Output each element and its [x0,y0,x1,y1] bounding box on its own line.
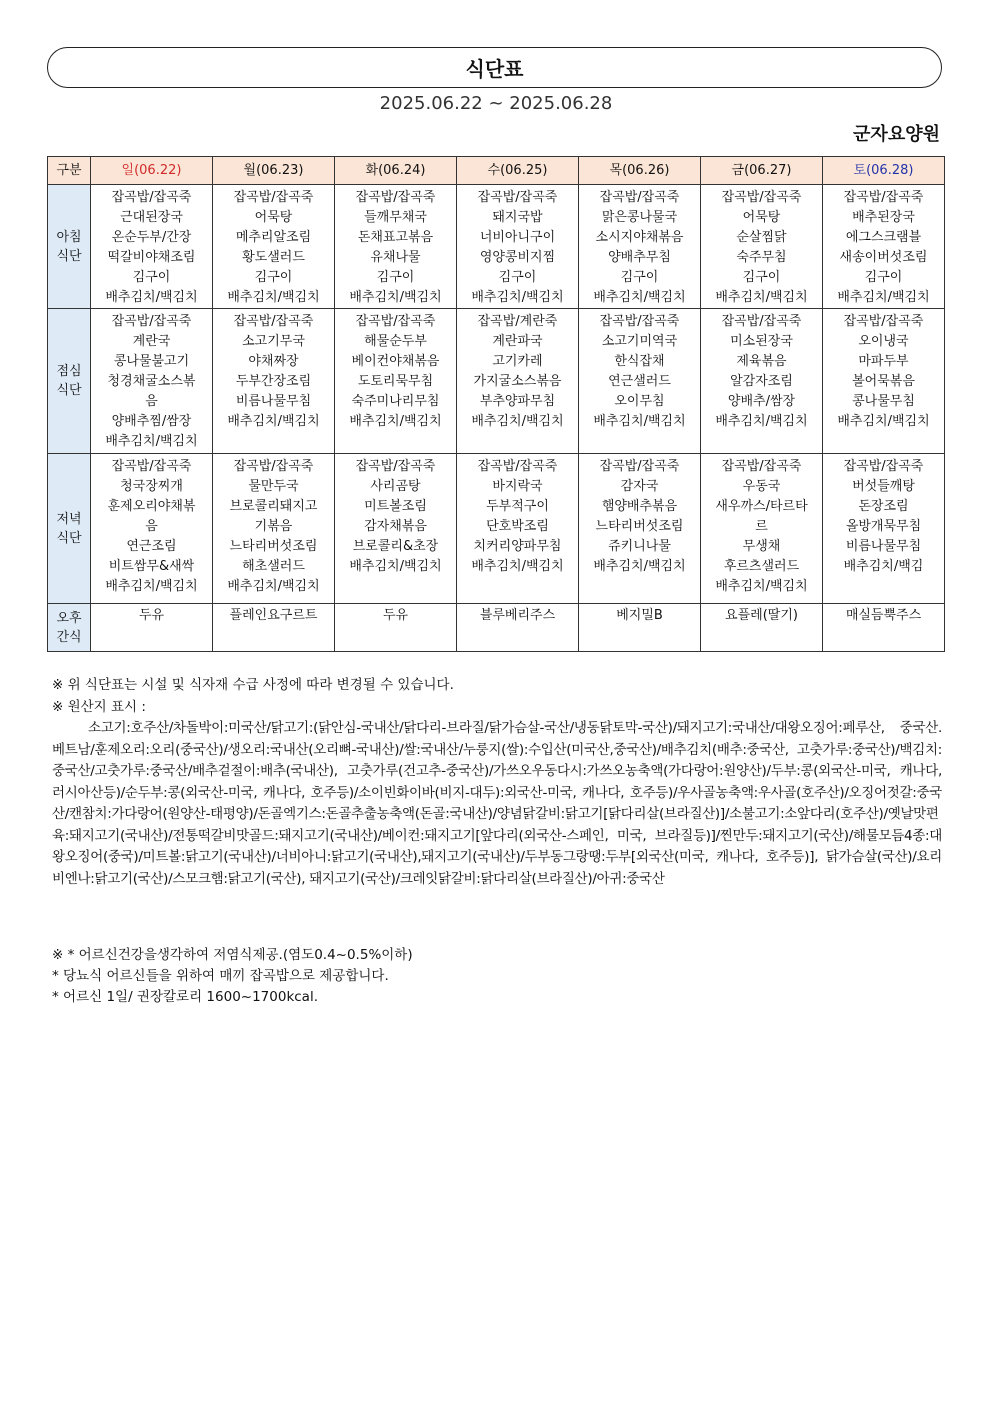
menu-item: 잡곡밥/잡곡죽 [477,190,558,205]
menu-item: 배추김치/백김치 [227,414,320,429]
menu-cell [335,604,457,652]
menu-item: 잡곡밥/잡곡죽 [599,459,680,474]
menu-item: 숙주무침 [736,250,787,265]
meal-label [48,604,91,652]
menu-item: 돼지국밥 [492,210,543,225]
menu-item: 오이무침 [614,394,665,409]
menu-item: 우동국 [742,479,781,494]
menu-item: 도토리묵무침 [357,374,434,389]
menu-item: 배추김치/백김치 [349,559,442,574]
menu-item: 어묵탕 [742,210,781,225]
bottom-notes [52,945,942,1008]
bottom-note: ※ * 어르신건강을생각하여 저염식제공.(염도0.4~0.5%이하) [52,947,413,963]
menu-item: 순살찜닭 [736,230,787,245]
organization-name: 군자요양원 [853,124,940,145]
menu-item: 알감자조림 [730,374,793,389]
menu-item: 두유 [382,608,409,623]
menu-cell [335,185,457,309]
meal-label [48,309,91,454]
menu-item: 브로콜리&초장 [352,539,439,554]
menu-item: 배추김치/백김치 [105,579,198,594]
menu-item: 떡갈비야채조림 [107,250,196,265]
menu-item: 배추김치/백김치 [105,434,198,449]
menu-item: 배추된장국 [852,210,915,225]
origin-text: 소고기:호주산/차돌박이:미국산/닭고기:(닭안심-국내산/닭다리-브라질/닭가슴살-국산/냉동닭토막-국산)/돼지고기:국내산/대왕오징어:페루산, 중국산. 베트남/훈제오리:오리(중국산)/생오리:국내산(오리뼈-국내산)/쌀:국내산/누룽지(쌀):수입산(미국산,중국산)/배추김치(배추:중국산, 고춧가루:중국산)/백김치:중국산/고춧가루:중국산/배추겉절이:배추(국내산), 고춧가루(건고추-중국산)/가쓰오우동다시:가쓰오농축액(가다랑어:원양산)/두부:콩(외국산-미국, 캐나다, 러시아산등)/순두부:콩(외국산-미국, 캐나다, 호주등)/소이빈화이바(비지-대두):외국산-미국, 캐나다, 호주등)/우사골농축액:우사골(호주산)/오징어젓갈:중국산/캔참치:가다랑어(원양산-태평양)/돈골엑기스:돈골추출농축액(돈골:국내산)/양념닭갈비:닭고기[닭다리살(브라질산)]/소불고기:소앞다리(호주산)/옛날맛편육:돼지고기(국내산)/전통떡갈비맛골드:돼지고기(국내산)/베이컨:돼지고기[앞다리(외국산-스페인, 미국, 브라질등)]/찐만두:돼지고기(국산)/해물모듬4종:대왕오징어(중국)/미트볼:닭고기(국내산)/너비아니:닭고기(국내산),돼지고기(국내산)/두부동그랑땡:두부[외국산(미국, 캐나다, 호주등)], 닭가슴살(국산)/요리비엔나:닭고기(국산)/스모크햄:닭고기(국산), 돼지고기(국산)/크레잇닭갈비:닭다리살(브라질산)/아귀:중국산 [52,720,942,887]
menu-item: 잡곡밥/잡곡죽 [599,314,680,329]
menu-cell [701,604,823,652]
menu-item: 두부간장조림 [235,374,312,389]
menu-item: 요플레(딸기) [725,608,798,623]
menu-item: 마파두부 [858,354,909,369]
header-day: 토(06.28) [823,157,945,185]
meal-label-line: 간식 [56,629,82,645]
header-day: 월(06.23) [213,157,335,185]
menu-item: 잡곡밥/잡곡죽 [599,190,680,205]
menu-item: 르 [755,519,768,534]
menu-cell [457,185,579,309]
menu-item: 배추김치/백김치 [593,559,686,574]
meal-label-line: 오후 [56,610,82,626]
menu-item: 잡곡밥/잡곡죽 [355,190,436,205]
menu-item: 근대된장국 [120,210,183,225]
menu-item: 베지밀B [616,608,663,623]
page-title [47,47,942,88]
menu-item: 배추김치/백김치 [837,290,930,305]
meal-row [48,309,945,454]
menu-item: 배추김치/백김치 [471,559,564,574]
menu-item: 훈제오리야채볶 [107,499,196,514]
notes-section [52,675,942,890]
menu-item: 플레인요구르트 [229,608,318,623]
title-text: 식단표 [465,57,524,81]
menu-item: 배추김치/백김 [843,559,924,574]
menu-item: 돈장조림 [858,499,909,514]
meal-label [48,454,91,604]
menu-item: 잡곡밥/잡곡죽 [233,459,314,474]
menu-item: 김구이 [742,270,781,285]
menu-item: 무생채 [742,539,781,554]
menu-cell [701,185,823,309]
menu-item: 제육볶음 [736,354,787,369]
menu-item: 청경채굴소스볶 [107,374,196,389]
menu-item: 잡곡밥/잡곡죽 [111,190,192,205]
menu-item: 김구이 [376,270,415,285]
header-day: 금(06.27) [701,157,823,185]
menu-item: 치커리양파무침 [473,539,562,554]
menu-cell [91,604,213,652]
menu-cell [579,604,701,652]
menu-item: 배추김치/백김치 [227,579,320,594]
menu-cell [701,454,823,604]
menu-item: 배추김치/백김치 [837,414,930,429]
menu-item: 배추김치/백김치 [471,414,564,429]
menu-item: 잡곡밥/계란죽 [477,314,558,329]
menu-cell [579,454,701,604]
menu-cell [579,309,701,454]
menu-item: 감자국 [620,479,659,494]
menu-item: 배추김치/백김치 [715,414,808,429]
menu-item: 오이냉국 [858,334,909,349]
menu-item: 쥬키니나물 [608,539,671,554]
menu-item: 기볶음 [254,519,293,534]
menu-cell [91,309,213,454]
menu-item: 잡곡밥/잡곡죽 [355,459,436,474]
menu-item: 해물순두부 [364,334,427,349]
header-day: 화(06.24) [335,157,457,185]
menu-item: 잡곡밥/잡곡죽 [721,314,802,329]
menu-item: 바지락국 [492,479,543,494]
menu-item: 콩나물무침 [852,394,915,409]
menu-item: 배추김치/백김치 [349,290,442,305]
menu-item: 볼어묵볶음 [852,374,915,389]
menu-item: 유채나물 [370,250,421,265]
menu-item: 영양콩비지찜 [479,250,556,265]
menu-item: 잡곡밥/잡곡죽 [721,459,802,474]
menu-item: 잡곡밥/잡곡죽 [355,314,436,329]
menu-item: 두부적구이 [486,499,549,514]
menu-item: 버섯들깨탕 [852,479,915,494]
menu-item: 미소된장국 [730,334,793,349]
menu-item: 느타리버섯조림 [595,519,684,534]
menu-item: 배추김치/백김치 [715,579,808,594]
menu-item: 콩나물불고기 [113,354,190,369]
meal-label-line: 식단 [56,383,82,398]
menu-item: 배추김치/백김치 [715,290,808,305]
menu-item: 고기카레 [492,354,543,369]
menu-item: 잡곡밥/잡곡죽 [111,459,192,474]
menu-item: 김구이 [254,270,293,285]
menu-item: 후르츠샐러드 [723,559,800,574]
menu-item: 감자채볶음 [364,519,427,534]
menu-item: 들깨무채국 [364,210,427,225]
menu-item: 김구이 [864,270,903,285]
table-header-row [48,157,945,185]
menu-item: 맑은콩나물국 [601,210,678,225]
date-range: 2025.06.22 ~ 2025.06.28 [379,93,613,114]
menu-item: 올방개묵무침 [845,519,922,534]
menu-item: 비름나물무침 [845,539,922,554]
menu-cell [91,185,213,309]
menu-item: 두유 [138,608,165,623]
menu-item: 돈채표고볶음 [357,230,434,245]
menu-cell [213,454,335,604]
menu-item: 단호박조림 [486,519,549,534]
menu-cell [457,309,579,454]
menu-item: 배추김치/백김치 [227,290,320,305]
menu-item: 새송이버섯조림 [839,250,928,265]
menu-item: 브로콜리돼지고 [229,499,318,514]
origin-heading: ※ 원산지 표시 : [52,698,146,715]
meal-label-line: 아침 [56,229,82,245]
menu-item: 소시지야채볶음 [595,230,684,245]
menu-item: 음 [145,519,158,534]
change-notice: ※ 위 식단표는 시설 및 식자재 수급 사정에 따라 변경될 수 있습니다. [52,677,454,693]
menu-item: 양배추/쌈장 [727,394,796,409]
header-day: 일(06.22) [91,157,213,185]
menu-cell [457,454,579,604]
meal-table [47,156,945,652]
bottom-note: * 어르신 1일/ 권장칼로리 1600~1700kcal. [52,989,319,1005]
menu-item: 잡곡밥/잡곡죽 [721,190,802,205]
menu-item: 비트쌈무&새싹 [108,559,195,574]
menu-item: 김구이 [132,270,171,285]
meal-label-line: 점심 [56,364,82,379]
menu-cell [213,309,335,454]
menu-item: 배추김치/백김치 [349,414,442,429]
menu-item: 가지굴소스볶음 [473,374,562,389]
menu-item: 베이컨야채볶음 [351,354,440,369]
header-day: 목(06.26) [579,157,701,185]
meal-label-line: 저녁 [56,511,82,527]
menu-item: 숙주미나리무침 [351,394,440,409]
menu-item: 미트볼조림 [364,499,427,514]
menu-item: 너비아니구이 [479,230,556,245]
menu-item: 배추김치/백김치 [471,290,564,305]
menu-cell [823,454,945,604]
menu-item: 메추리알조림 [235,230,312,245]
menu-item: 야채짜장 [248,354,299,369]
menu-item: 계란국 [132,334,171,349]
menu-cell [823,604,945,652]
menu-cell [457,604,579,652]
menu-item: 김구이 [498,270,537,285]
menu-item: 잡곡밥/잡곡죽 [233,314,314,329]
meal-label-line: 식단 [56,248,82,264]
header-day: 수(06.25) [457,157,579,185]
meal-row [48,185,945,309]
menu-item: 잡곡밥/잡곡죽 [843,459,924,474]
menu-item: 배추김치/백김치 [593,290,686,305]
bottom-note: * 당뇨식 어르신들을 위하여 매끼 잡곡밥으로 제공합니다. [52,968,389,984]
menu-item: 새우까스/타르타 [715,499,808,514]
menu-cell [335,454,457,604]
menu-cell [579,185,701,309]
menu-item: 잡곡밥/잡곡죽 [111,314,192,329]
menu-item: 햄양배추볶음 [601,499,678,514]
meal-label [48,185,91,309]
menu-item: 소고기무국 [242,334,305,349]
menu-item: 음 [145,394,158,409]
menu-cell [335,309,457,454]
menu-cell [213,185,335,309]
menu-item: 잡곡밥/잡곡죽 [233,190,314,205]
menu-cell [823,185,945,309]
meal-label-line: 식단 [56,530,82,546]
menu-item: 온순두부/간장 [111,230,192,245]
menu-cell [823,309,945,454]
menu-item: 비름나물무침 [235,394,312,409]
menu-cell [701,309,823,454]
menu-item: 에그스크램블 [845,230,922,245]
menu-item: 청국장찌개 [120,479,183,494]
menu-item: 느타리버섯조림 [229,539,318,554]
menu-item: 블루베리주스 [479,608,556,623]
menu-item: 연근샐러드 [608,374,671,389]
menu-cell [213,604,335,652]
menu-item: 잡곡밥/잡곡죽 [843,190,924,205]
menu-item: 양배추무침 [608,250,671,265]
menu-item: 한식잡채 [614,354,665,369]
menu-item: 어묵탕 [254,210,293,225]
menu-item: 해초샐러드 [242,559,305,574]
menu-item: 사리곰탕 [370,479,421,494]
menu-item: 배추김치/백김치 [105,290,198,305]
menu-item: 잡곡밥/잡곡죽 [477,459,558,474]
menu-item: 황도샐러드 [242,250,305,265]
menu-item: 물만두국 [248,479,299,494]
menu-item: 매실듬뿍주스 [845,608,922,623]
meal-row [48,604,945,652]
menu-item: 김구이 [620,270,659,285]
menu-cell [91,454,213,604]
menu-item: 계란파국 [492,334,543,349]
menu-item: 부추양파무침 [479,394,556,409]
meal-row [48,454,945,604]
menu-item: 양배추찜/쌈장 [111,414,192,429]
menu-item: 배추김치/백김치 [593,414,686,429]
menu-item: 잡곡밥/잡곡죽 [843,314,924,329]
menu-item: 소고기미역국 [601,334,678,349]
header-corner: 구분 [48,157,91,185]
menu-item: 연근조림 [126,539,177,554]
